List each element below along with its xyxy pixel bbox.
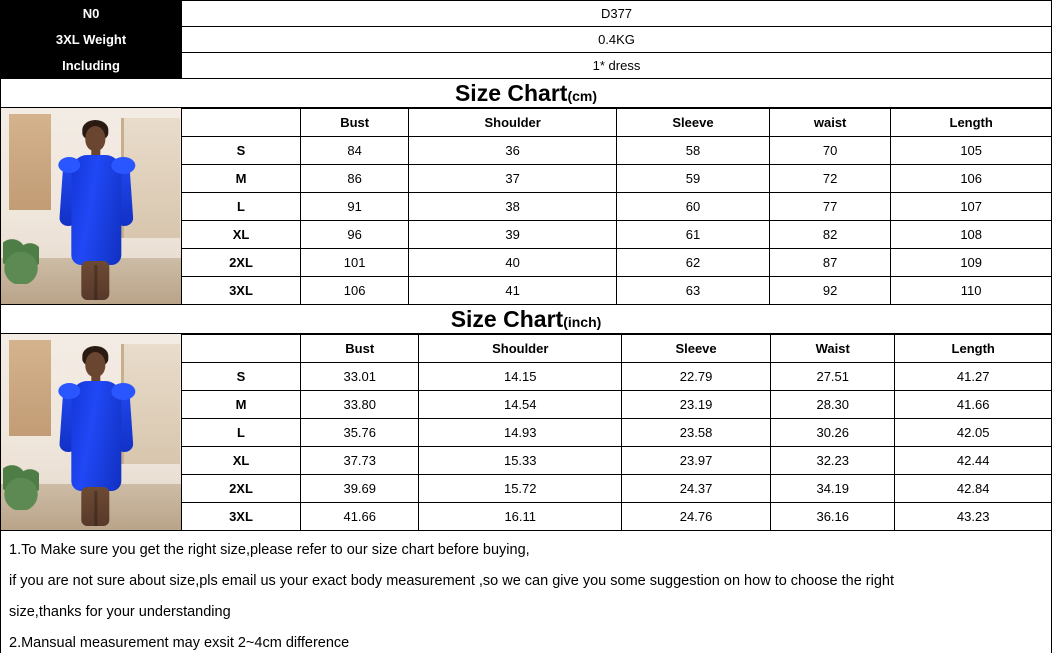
table-header-row (182, 109, 1052, 137)
inch-cell-length: 42.44 (895, 447, 1052, 475)
cm-cell-shoulder: 39 (409, 221, 617, 249)
cm-cell-bust: 101 (301, 249, 409, 277)
info-value-weight: 0.4KG (182, 27, 1052, 53)
table-row (182, 193, 1052, 221)
table-row (1, 1, 1052, 27)
cm-header-length: Length (891, 109, 1052, 137)
photo-illustration (1, 108, 181, 304)
cm-chart-block (0, 108, 1052, 305)
cm-cell-shoulder: 41 (409, 277, 617, 305)
cm-cell-length: 108 (891, 221, 1052, 249)
photo-illustration (1, 334, 181, 530)
inch-row-size: L (182, 419, 301, 447)
model-leg-separation (94, 491, 97, 526)
table-row (182, 277, 1052, 305)
cm-cell-shoulder: 37 (409, 165, 617, 193)
cm-cell-bust: 84 (301, 137, 409, 165)
cm-header-shoulder: Shoulder (409, 109, 617, 137)
inch-cell-length: 41.66 (895, 391, 1052, 419)
inch-cell-sleeve: 22.79 (622, 363, 771, 391)
inch-cell-bust: 37.73 (301, 447, 419, 475)
cm-header-bust: Bust (301, 109, 409, 137)
inch-cell-sleeve: 23.58 (622, 419, 771, 447)
product-info-table (0, 0, 1052, 79)
cm-row-size: 3XL (182, 277, 301, 305)
inch-cell-shoulder: 16.11 (419, 503, 622, 531)
table-row (182, 363, 1052, 391)
model-left-puff-shoulder (58, 383, 80, 399)
inch-cell-waist: 27.51 (771, 363, 895, 391)
table-row (182, 419, 1052, 447)
table-row (182, 391, 1052, 419)
inch-cell-waist: 36.16 (771, 503, 895, 531)
cm-cell-sleeve: 63 (617, 277, 770, 305)
model-right-puff-shoulder (111, 157, 135, 174)
inch-row-size: 3XL (182, 503, 301, 531)
note-line-1: 1.To Make sure you get the right size,please refer to our size chart before buying, (9, 542, 530, 558)
info-label-no: N0 (1, 1, 182, 27)
inch-cell-bust: 41.66 (301, 503, 419, 531)
cm-cell-bust: 106 (301, 277, 409, 305)
cm-cell-waist: 72 (769, 165, 890, 193)
table-row (182, 249, 1052, 277)
inch-cell-shoulder: 14.54 (419, 391, 622, 419)
inch-cell-length: 42.84 (895, 475, 1052, 503)
notes-section (0, 531, 1052, 653)
table-header-row (182, 335, 1052, 363)
model-leg-separation (94, 265, 97, 300)
note-line-3: size,thanks for your understanding (9, 604, 231, 620)
cm-cell-length: 106 (891, 165, 1052, 193)
inch-cell-shoulder: 14.15 (419, 363, 622, 391)
cm-cell-waist: 92 (769, 277, 890, 305)
table-row (182, 165, 1052, 193)
inch-cell-waist: 30.26 (771, 419, 895, 447)
inch-header-shoulder: Shoulder (419, 335, 622, 363)
info-value-no: D377 (182, 1, 1052, 27)
inch-cell-waist: 28.30 (771, 391, 895, 419)
note-line-2: if you are not sure about size,pls email us your exact body measurement ,so we can give you some suggestion on how to choose the right (9, 573, 894, 589)
cm-cell-length: 109 (891, 249, 1052, 277)
cm-cell-waist: 87 (769, 249, 890, 277)
cm-row-size: XL (182, 221, 301, 249)
inch-chart-block (0, 334, 1052, 531)
inch-title-text: Size Chart (450, 306, 564, 332)
inch-cell-bust: 33.80 (301, 391, 419, 419)
table-row (182, 503, 1052, 531)
cm-cell-sleeve: 58 (617, 137, 770, 165)
cm-title-text: Size Chart (454, 80, 568, 106)
inch-size-table (182, 334, 1052, 531)
inch-section-title (0, 305, 1052, 334)
inch-header-waist: Waist (771, 335, 895, 363)
cm-header-waist: waist (769, 109, 890, 137)
cm-cell-sleeve: 61 (617, 221, 770, 249)
cm-title-unit: (cm) (567, 88, 598, 104)
cm-header-sleeve: Sleeve (617, 109, 770, 137)
inch-row-size: M (182, 391, 301, 419)
inch-cell-sleeve: 23.97 (622, 447, 771, 475)
table-row (1, 53, 1052, 79)
inch-cell-bust: 39.69 (301, 475, 419, 503)
cm-cell-bust: 91 (301, 193, 409, 221)
inch-cell-length: 43.23 (895, 503, 1052, 531)
cm-cell-shoulder: 36 (409, 137, 617, 165)
inch-cell-shoulder: 15.72 (419, 475, 622, 503)
model-right-puff-shoulder (111, 383, 135, 400)
inch-cell-length: 41.27 (895, 363, 1052, 391)
cm-cell-sleeve: 59 (617, 165, 770, 193)
info-label-including: Including (1, 53, 182, 79)
cm-row-size: S (182, 137, 301, 165)
inch-cell-waist: 34.19 (771, 475, 895, 503)
inch-cell-waist: 32.23 (771, 447, 895, 475)
inch-product-photo (0, 334, 182, 531)
cm-cell-waist: 77 (769, 193, 890, 221)
inch-cell-sleeve: 23.19 (622, 391, 771, 419)
table-row (1, 27, 1052, 53)
inch-header-size (182, 335, 301, 363)
cm-cell-waist: 70 (769, 137, 890, 165)
cm-row-size: 2XL (182, 249, 301, 277)
cm-cell-sleeve: 60 (617, 193, 770, 221)
cm-cell-waist: 82 (769, 221, 890, 249)
inch-row-size: XL (182, 447, 301, 475)
inch-header-sleeve: Sleeve (622, 335, 771, 363)
inch-row-size: S (182, 363, 301, 391)
cm-row-size: L (182, 193, 301, 221)
model-head (85, 126, 105, 151)
table-row (182, 221, 1052, 249)
model-left-puff-shoulder (58, 157, 80, 173)
info-label-weight: 3XL Weight (1, 27, 182, 53)
inch-cell-shoulder: 14.93 (419, 419, 622, 447)
inch-row-size: 2XL (182, 475, 301, 503)
cm-size-table (182, 108, 1052, 305)
cm-cell-length: 105 (891, 137, 1052, 165)
info-value-including: 1* dress (182, 53, 1052, 79)
model-figure (41, 334, 149, 530)
inch-cell-bust: 35.76 (301, 419, 419, 447)
cm-cell-length: 107 (891, 193, 1052, 221)
inch-cell-shoulder: 15.33 (419, 447, 622, 475)
inch-cell-sleeve: 24.37 (622, 475, 771, 503)
table-row (182, 137, 1052, 165)
inch-header-length: Length (895, 335, 1052, 363)
cm-cell-bust: 96 (301, 221, 409, 249)
inch-cell-bust: 33.01 (301, 363, 419, 391)
photo-plant (3, 458, 39, 510)
cm-cell-sleeve: 62 (617, 249, 770, 277)
cm-section-title (0, 79, 1052, 108)
note-line-4: 2.Mansual measurement may exsit 2~4cm difference (9, 635, 350, 651)
table-row (182, 447, 1052, 475)
cm-cell-length: 110 (891, 277, 1052, 305)
inch-cell-length: 42.05 (895, 419, 1052, 447)
cm-cell-bust: 86 (301, 165, 409, 193)
model-figure (41, 108, 149, 304)
inch-title-unit: (inch) (563, 314, 602, 330)
photo-plant (3, 232, 39, 284)
cm-row-size: M (182, 165, 301, 193)
inch-cell-sleeve: 24.76 (622, 503, 771, 531)
cm-header-size (182, 109, 301, 137)
model-head (85, 352, 105, 377)
cm-product-photo (0, 108, 182, 305)
table-row (182, 475, 1052, 503)
cm-cell-shoulder: 38 (409, 193, 617, 221)
cm-cell-shoulder: 40 (409, 249, 617, 277)
inch-header-bust: Bust (301, 335, 419, 363)
